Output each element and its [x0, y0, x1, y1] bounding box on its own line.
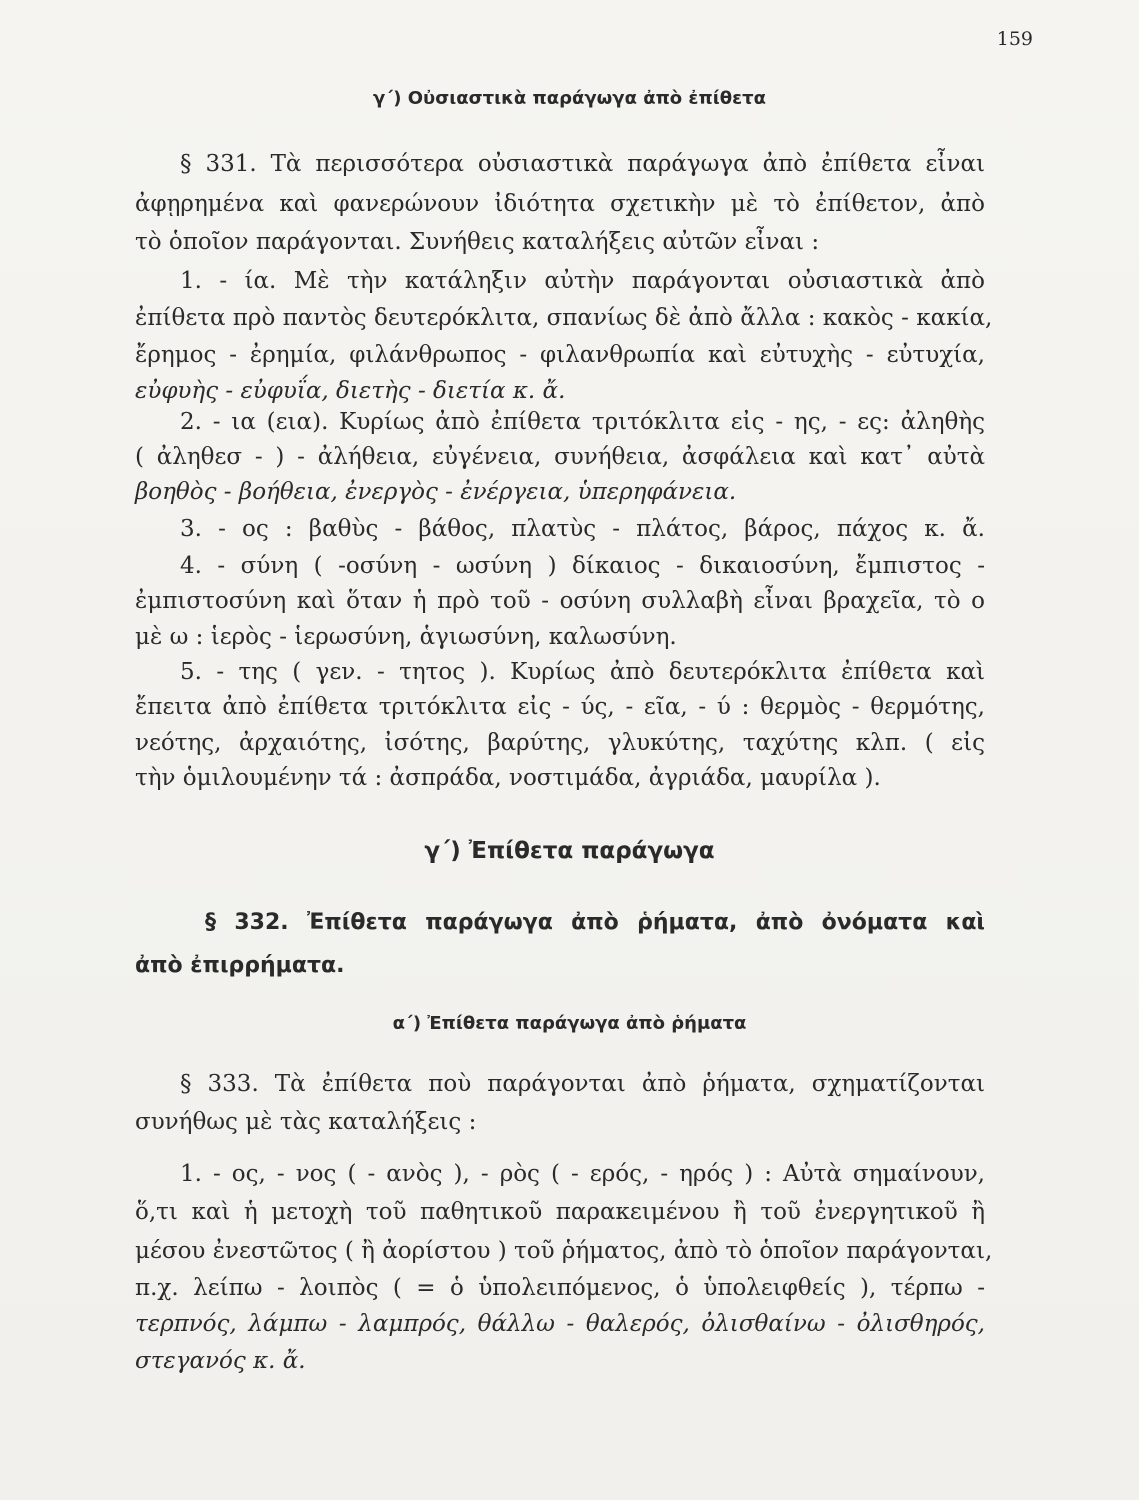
item-os-line-1: 3. - ος : βαθὺς - βάθος, πλατὺς - πλάτος, βάρος, πάχος κ. ἄ.	[180, 516, 985, 542]
item-eia-line-1: 2. - ια (εια). Κυρίως ἀπὸ ἐπίθετα τριτόκλιτα εἰς - ης, - ες: ἀληθὴς	[180, 409, 985, 435]
item-os-nos-ros-line-4: π.χ. λείπω - λοιπὸς ( = ὁ ὑπολειπόμενος, ὁ ὑπολειφθείς ), τέρπω -	[135, 1275, 985, 1301]
subheading-nouns-from-adjectives: γ΄) Οὐσιαστικὰ παράγωγα ἀπὸ ἐπίθετα	[373, 88, 766, 109]
item-eia-line-3: βοηθὸς - βοήθεια, ἐνεργὸς - ἐνέργεια, ὑπερηφάνεια.	[135, 479, 737, 505]
item-syne-line-1: 4. - σύνη ( -οσύνη - ωσύνη ) δίκαιος - δικαιοσύνη, ἔμπιστος -	[180, 553, 985, 579]
item-ia-line-3: ἔρημος - ἐρημία, φιλάνθρωπος - φιλανθρωπία καὶ εὐτυχὴς - εὐτυχία,	[135, 342, 985, 368]
paragraph-333-line-2: συνήθως μὲ τὰς καταλήξεις :	[135, 1109, 477, 1135]
paragraph-332-line-2: ἀπὸ ἐπιρρήματα.	[135, 953, 345, 978]
item-os-nos-ros-line-1: 1. - ος, - νος ( - ανὸς ), - ρὸς ( - ερός, - ηρός ) : Αὐτὰ σημαίνουν,	[180, 1161, 985, 1187]
subheading-adjectives-from-verbs: α΄) Ἐπίθετα παράγωγα ἀπὸ ῥήματα	[392, 1013, 747, 1034]
item-os-nos-ros-line-5: τερπνός, λάμπω - λαμπρός, θάλλω - θαλερός, ὀλισθαίνω - ὀλισθηρός,	[135, 1311, 985, 1337]
paragraph-331-line-1: § 331. Τὰ περισσότερα οὐσιαστικὰ παράγωγα ἀπὸ ἐπίθετα εἶναι	[180, 151, 985, 177]
item-tes-line-1: 5. - της ( γεν. - τητος ). Κυρίως ἀπὸ δευτερόκλιτα ἐπίθετα καὶ	[180, 659, 985, 685]
item-os-nos-ros-line-6: στεγανός κ. ἄ.	[135, 1348, 306, 1374]
item-os-nos-ros-line-2: ὅ,τι καὶ ἡ μετοχὴ τοῦ παθητικοῦ παρακειμένου ἢ τοῦ ἐνεργητικοῦ ἢ	[135, 1199, 985, 1225]
item-tes-line-4: τὴν ὁμιλουμένην τά : ἀσπράδα, νοστιμάδα, ἀγριάδα, μαυρίλα ).	[135, 765, 881, 791]
item-tes-line-2: ἔπειτα ἀπὸ ἐπίθετα τριτόκλιτα εἰς - ύς, - εῖα, - ύ : θερμὸς - θερμότης,	[135, 694, 985, 720]
item-tes-line-3: νεότης, ἀρχαιότης, ἰσότης, βαρύτης, γλυκύτης, ταχύτης κλπ. ( εἰς	[135, 730, 985, 756]
paragraph-332-line-1: § 332. Ἐπίθετα παράγωγα ἀπὸ ῥήματα, ἀπὸ ὀνόματα καὶ	[205, 910, 985, 935]
item-syne-line-2: ἐμπιστοσύνη καὶ ὅταν ἡ πρὸ τοῦ - οσύνη συλλαβὴ εἶναι βραχεῖα, τὸ ο	[135, 588, 985, 614]
paragraph-331-line-3: τὸ ὁποῖον παράγονται. Συνήθεις καταλήξεις αὐτῶν εἶναι :	[135, 229, 820, 255]
paragraph-331-line-2: ἀφῃρημένα καὶ φανερώνουν ἰδιότητα σχετικὴν μὲ τὸ ἐπίθετον, ἀπὸ	[135, 191, 985, 217]
item-os-nos-ros-line-3: μέσου ἐνεστῶτος ( ἢ ἀορίστου ) τοῦ ῥήματος, ἀπὸ τὸ ὁποῖον παράγονται,	[135, 1238, 993, 1264]
heading-derived-adjectives: γ΄) Ἐπίθετα παράγωγα	[424, 838, 715, 864]
page-number: 159	[996, 28, 1033, 50]
paragraph-333-line-1: § 333. Τὰ ἐπίθετα ποὺ παράγονται ἀπὸ ῥήματα, σχηματίζονται	[180, 1071, 985, 1097]
item-ia-line-4: εὐφυὴς - εὐφυΐα, διετὴς - διετία κ. ἄ.	[135, 378, 566, 404]
item-eia-line-2: ( ἀληθεσ - ) - ἀλήθεια, εὐγένεια, συνήθεια, ἀσφάλεια καὶ κατ᾿ αὐτὰ	[135, 444, 985, 470]
item-ia-line-2: ἐπίθετα πρὸ παντὸς δευτερόκλιτα, σπανίως δὲ ἀπὸ ἄλλα : κακὸς - κακία,	[135, 305, 993, 331]
item-ia-line-1: 1. - ία. Μὲ τὴν κατάληξιν αὐτὴν παράγονται οὐσιαστικὰ ἀπὸ	[180, 268, 985, 294]
item-syne-line-3: μὲ ω : ἱερὸς - ἱερωσύνη, ἁγιωσύνη, καλωσύνη.	[135, 624, 677, 650]
